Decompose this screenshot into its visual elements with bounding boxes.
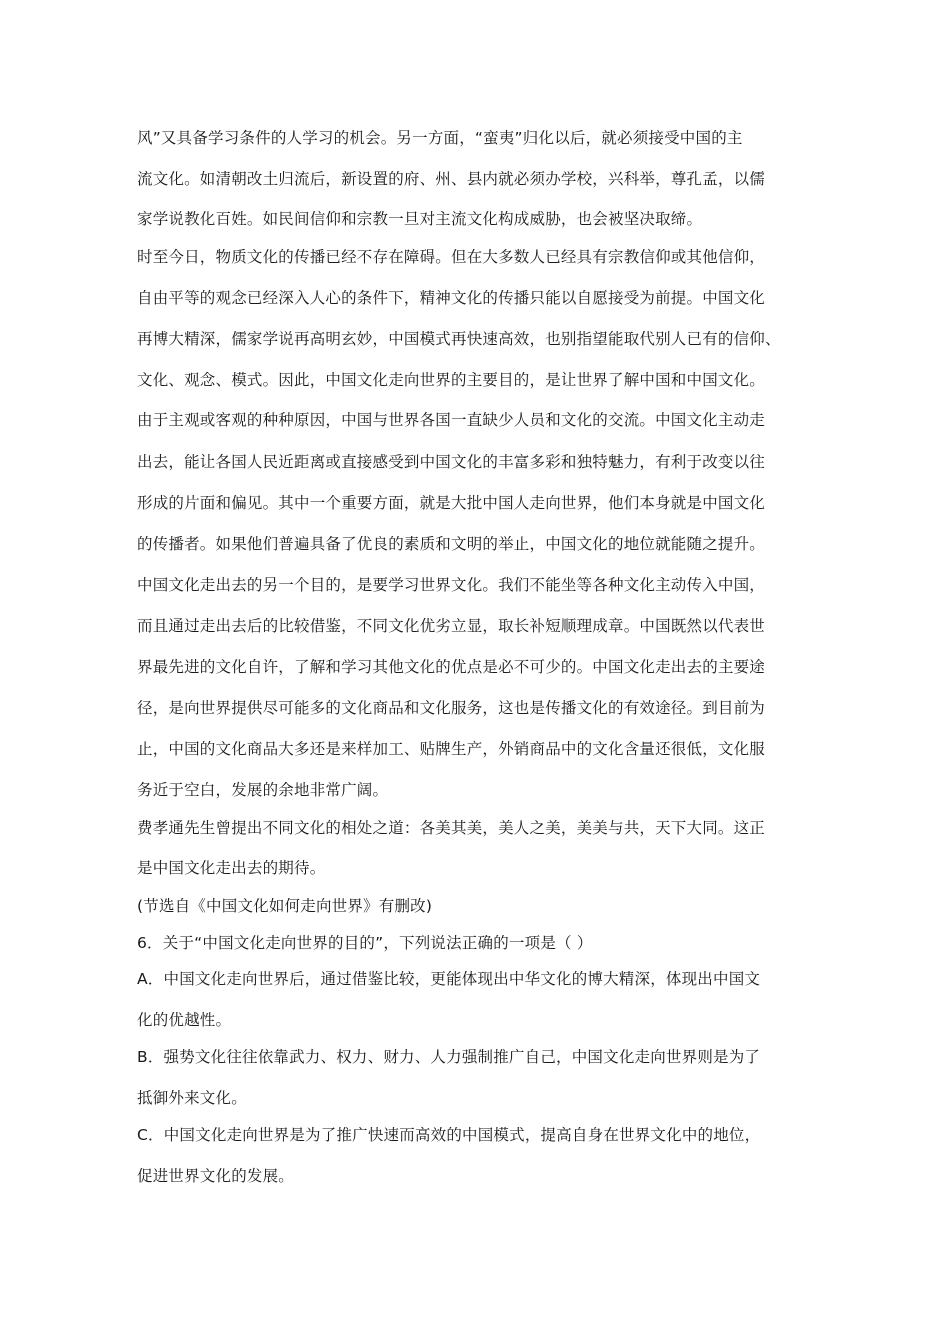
paragraph-line: 自由平等的观念已经深入人心的条件下，精神文化的传播只能以自愿接受为前提。中国文化: [137, 289, 766, 307]
option-a-line: 化的优越性。: [137, 1011, 232, 1029]
paragraph-line: 径，是向世界提供尽可能多的文化商品和文化服务，这也是传播文化的有效途径。到目前为: [137, 699, 766, 717]
paragraph-line: 风”又具备学习条件的人学习的机会。另一方面，“蛮夷”归化以后，就必须接受中国的主: [137, 129, 743, 147]
paragraph-line: 止，中国的文化商品大多还是来样加工、贴牌生产，外销商品中的文化含量还很低，文化服: [137, 740, 766, 758]
paragraph-line: 的传播者。如果他们普遍具备了优良的素质和文明的举止，中国文化的地位就能随之提升。: [137, 535, 766, 553]
source-citation: (节选自《中国文化如何走向世界》有删改): [137, 897, 433, 915]
option-c-line: 促进世界文化的发展。: [137, 1167, 295, 1185]
paragraph-line: 家学说教化百姓。如民间信仰和宗教一旦对主流文化构成威胁，也会被坚决取缔。: [137, 210, 703, 228]
paragraph-line: 中国文化走出去的另一个目的，是要学习世界文化。我们不能坐等各种文化主动传入中国，: [137, 576, 766, 594]
paragraph-line: 形成的片面和偏见。其中一个重要方面，就是大批中国人走向世界，他们本身就是中国文化: [137, 494, 766, 512]
option-c-line: C．中国文化走向世界是为了推广快速而高效的中国模式，提高自身在世界文化中的地位，: [137, 1126, 761, 1144]
question-stem: 6．关于“中国文化走向世界的目的”，下列说法正确的一项是（ ）: [137, 934, 593, 952]
paragraph-line: 由于主观或客观的种种原因，中国与世界各国一直缺少人员和文化的交流。中国文化主动走: [137, 411, 766, 429]
paragraph-line: 文化、观念、模式。因此，中国文化走向世界的主要目的，是让世界了解中国和中国文化。: [137, 371, 766, 389]
option-b-line: 抵御外来文化。: [137, 1089, 247, 1107]
paragraph-line: 流文化。如清朝改土归流后，新设置的府、州、县内就必须办学校，兴科举，尊孔孟，以儒: [137, 170, 766, 188]
paragraph-line: 再博大精深，儒家学说再高明玄妙，中国模式再快速高效，也别指望能取代别人已有的信仰、: [137, 330, 781, 348]
paragraph-line: 时至今日，物质文化的传播已经不存在障碍。但在大多数人已经具有宗教信仰或其他信仰，: [137, 248, 766, 266]
paragraph-line: 而且通过走出去后的比较借鉴，不同文化优劣立显，取长补短顺理成章。中国既然以代表世: [137, 617, 766, 635]
paragraph-line: 费孝通先生曾提出不同文化的相处之道：各美其美，美人之美，美美与共，天下大同。这正: [137, 819, 766, 837]
option-b-line: B．强势文化往往依靠武力、权力、财力、人力强制推广自己，中国文化走向世界则是为了: [137, 1048, 761, 1066]
paragraph-line: 是中国文化走出去的期待。: [137, 859, 326, 877]
paragraph-line: 务近于空白，发展的余地非常广阔。: [137, 781, 389, 799]
paragraph-line: 出去，能让各国人民近距离或直接感受到中国文化的丰富多彩和独特魅力，有利于改变以往: [137, 453, 766, 471]
paragraph-line: 界最先进的文化自许，了解和学习其他文化的优点是必不可少的。中国文化走出去的主要途: [137, 658, 766, 676]
option-a-line: A．中国文化走向世界后，通过借鉴比较，更能体现出中华文化的博大精深，体现出中国文: [137, 970, 761, 988]
